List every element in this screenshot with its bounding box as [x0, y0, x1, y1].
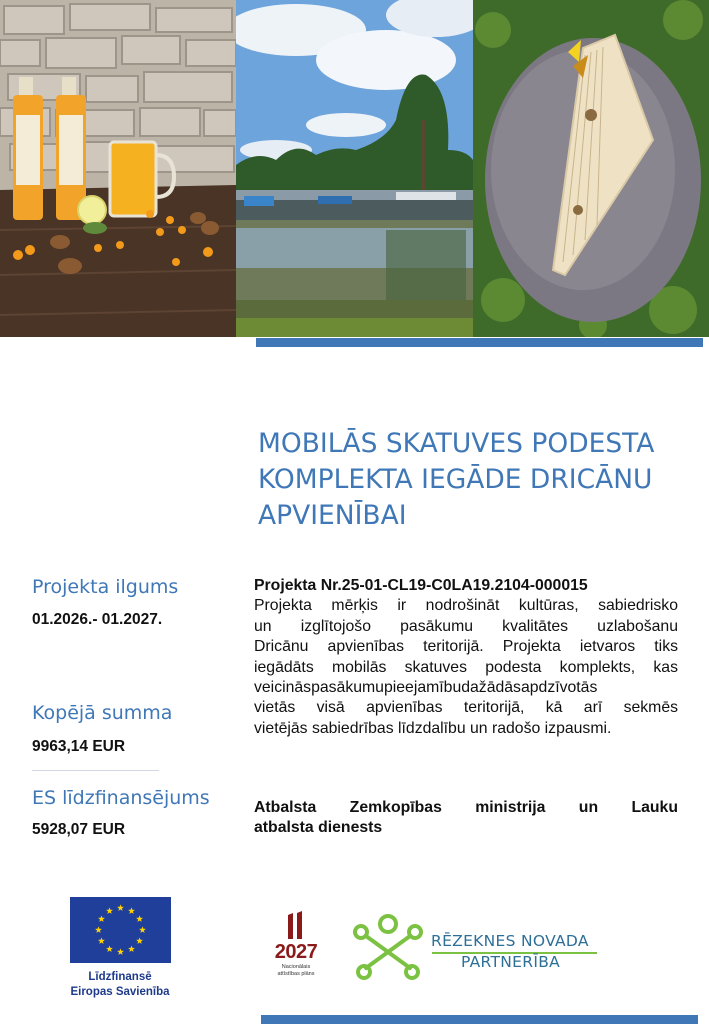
title-line: MOBILĀS SKATUVES PODESTA: [258, 428, 655, 459]
description-line: veicināspasākumupieejamībudažādāsapdzīvotās: [254, 679, 598, 697]
national-plan-2027-logo: [266, 911, 326, 983]
total-label: Kopējā summa: [32, 702, 173, 724]
support-statement: [254, 798, 678, 839]
project-number: Projekta Nr.25-01-CL19-C0LA19.2104-000015: [254, 577, 588, 594]
eu-caption-line: Eiropas Savienība: [70, 986, 170, 998]
description-line: iegādāts mobilās skatuves podesta komplekts, kas: [254, 658, 678, 676]
eu-star-icon: [139, 926, 146, 933]
project-title: [258, 426, 698, 534]
eu-star-icon: [136, 915, 143, 922]
project-description: [254, 576, 678, 739]
eu-flag-logo: [70, 897, 171, 963]
partner-figure-icon: [352, 912, 424, 982]
eu-star-icon: [117, 948, 124, 955]
duration-label: Projekta ilgums: [32, 576, 179, 598]
cofinancing-value: 5928,07 EUR: [32, 821, 126, 838]
eu-star-icon: [136, 937, 143, 944]
eu-star-icon: [128, 907, 135, 914]
partner-name: [431, 932, 589, 971]
eu-star-icon: [98, 937, 105, 944]
plan-subtitle: [266, 964, 326, 977]
eu-star-icon: [106, 907, 113, 914]
accent-bar-top: [256, 338, 703, 347]
eu-star-icon: [117, 904, 124, 911]
eu-star-icon: [128, 945, 135, 952]
cofinancing-label: ES līdzfinansējums: [32, 787, 210, 809]
eu-caption-line: Līdzfinansē: [88, 971, 152, 983]
eu-caption: [55, 970, 185, 1000]
plan-mark-icon: [266, 911, 326, 941]
plan-subtitle-line: attīstības plāns: [277, 970, 315, 977]
description-line: vietās visā apvienības teritorijā, kā arī sekmēs: [254, 699, 678, 717]
title-line: APVIENĪBAI: [258, 500, 407, 531]
accent-bar-bottom: [261, 1015, 698, 1024]
title-line: KOMPLEKTA IEGĀDE DRICĀNU: [258, 464, 653, 495]
eu-star-icon: [106, 945, 113, 952]
photo-sea-buckthorn-juice: [0, 0, 236, 337]
eu-star-icon: [98, 915, 105, 922]
description-line: Dricānu apvienības teritorijā. Projekta ietvaros tiks: [254, 638, 678, 656]
photo-lake-pier: [236, 0, 473, 337]
divider: [32, 770, 159, 771]
partner-line2: PARTNERĪBA: [461, 953, 561, 971]
support-line: atbalsta dienests: [254, 819, 383, 837]
description-line: Projekta mērķis ir nodrošināt kultūras, sabiedrisko: [254, 597, 678, 615]
total-value: 9963,14 EUR: [32, 738, 126, 755]
support-line: Atbalsta Zemkopības ministrija un Lauku: [254, 799, 678, 816]
duration-value: 01.2026.- 01.2027.: [32, 611, 163, 628]
description-line: un izglītojošo pasākumu kvalitātes uzlabošanu: [254, 617, 678, 635]
description-line: vietējās sabiedrības līdzdalību un radošo izpausmi.: [254, 719, 612, 737]
eu-star-icon: [95, 926, 102, 933]
photo-kokle-on-stone: [473, 0, 709, 337]
plan-number: 2027: [274, 941, 318, 963]
partner-line1: RĒZEKNES NOVADA: [431, 932, 589, 950]
plan-subtitle-line: Nacionālais: [281, 964, 311, 970]
